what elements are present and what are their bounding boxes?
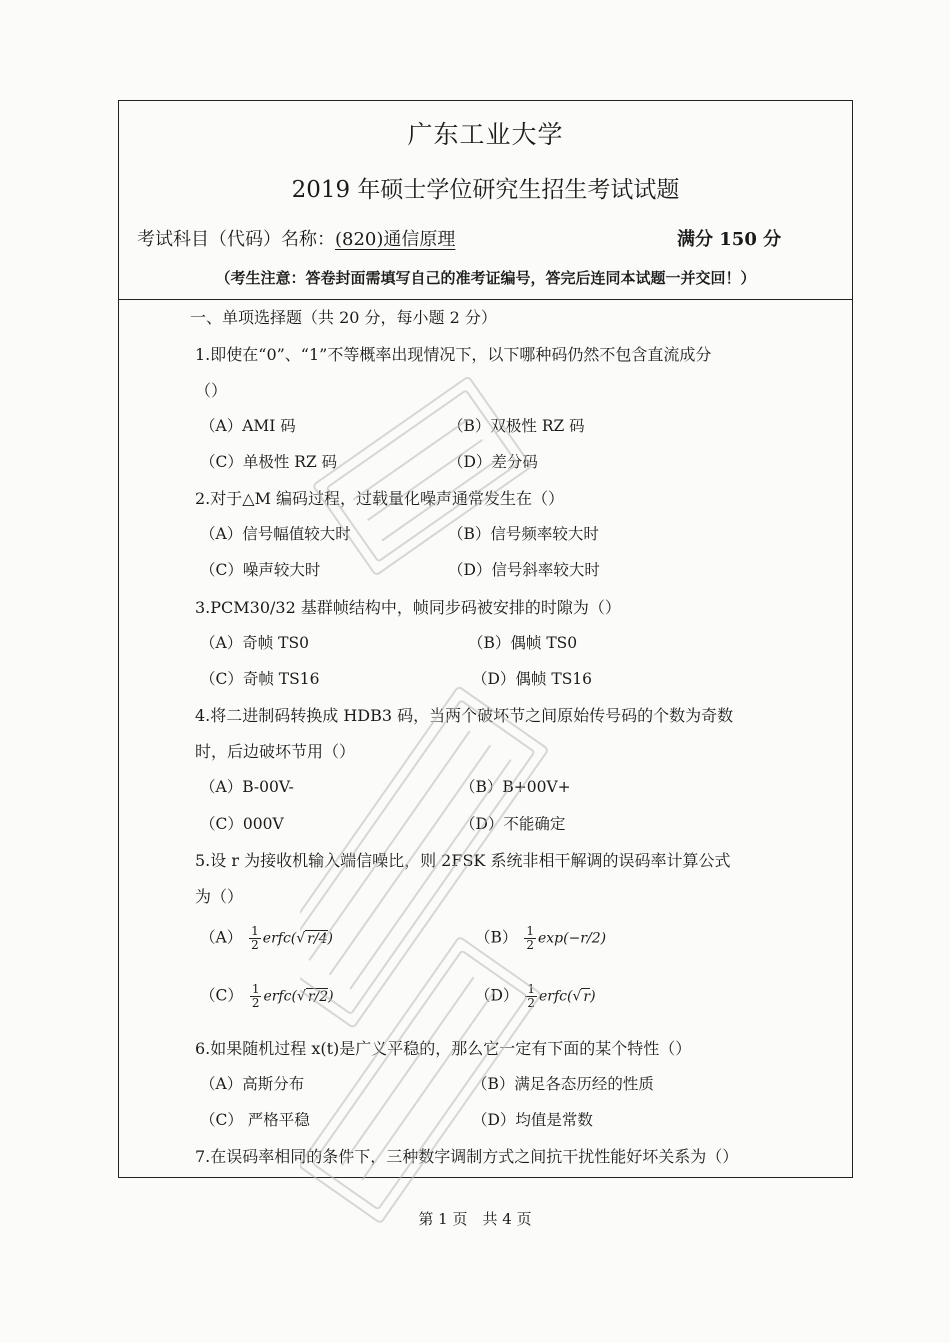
exam-title: 2019 年硕士学位研究生招生考试试题 bbox=[291, 177, 680, 203]
question-4-option-d: （D）不能确定 bbox=[460, 815, 566, 833]
one-half-fraction: $\frac{1}{2}$ bbox=[251, 982, 260, 1010]
question-4-text: 4.将二进制码转换成 HDB3 码，当两个破坏节之间原始传号码的个数为奇数 bbox=[195, 706, 734, 725]
option-b-label: （B） bbox=[475, 928, 518, 947]
question-7-text: 7.在误码率相同的条件下，三种数字调制方式之间抗干扰性能好坏关系为（） bbox=[195, 1147, 739, 1166]
question-6-option-b: （B）满足各态历经的性质 bbox=[472, 1075, 654, 1093]
subject-label: 考试科目（代码）名称： bbox=[137, 229, 335, 250]
erfc-formula: erfc(√ r/2) bbox=[263, 988, 334, 1005]
section-heading: 一、单项选择题（共 20 分，每小题 2 分） bbox=[190, 308, 497, 327]
question-4-option-a: （A）B-00V- bbox=[200, 778, 294, 796]
option-c-label: （C） bbox=[200, 986, 243, 1005]
exp-formula: exp(−r/2) bbox=[537, 930, 607, 947]
question-5-option-a bbox=[200, 925, 333, 952]
question-1-text: 1.即使在“0”、“1”不等概率出现情况下，以下哪种码仍然不包含直流成分 bbox=[195, 345, 712, 364]
question-2-option-c: （C）噪声较大时 bbox=[200, 561, 321, 579]
question-3-text: 3.PCM30/32 基群帧结构中，帧同步码被安排的时隙为（） bbox=[195, 598, 621, 617]
question-5-option-b bbox=[475, 925, 606, 952]
option-a-label: （A） bbox=[200, 928, 243, 947]
question-1-option-a: （A）AMI 码 bbox=[200, 417, 296, 435]
question-2-option-d: （D）信号斜率较大时 bbox=[448, 561, 600, 579]
question-3-option-c: （C）奇帧 TS16 bbox=[200, 670, 320, 688]
question-6-text: 6.如果随机过程 x(t)是广义平稳的，那么它一定有下面的某个特性（） bbox=[195, 1039, 692, 1058]
question-2-option-b: （B）信号频率较大时 bbox=[448, 525, 599, 543]
question-3-option-a: （A）奇帧 TS0 bbox=[200, 634, 309, 652]
question-1-option-d: （D）差分码 bbox=[448, 453, 538, 471]
question-5-option-d bbox=[475, 983, 596, 1010]
question-6-option-c: （C） 严格平稳 bbox=[200, 1111, 310, 1129]
question-1-option-b: （B）双极性 RZ 码 bbox=[448, 417, 585, 435]
erfc-formula: erfc(√ r) bbox=[539, 988, 596, 1005]
question-1-blank: （） bbox=[195, 381, 228, 400]
question-1-option-c: （C）单极性 RZ 码 bbox=[200, 453, 338, 471]
question-3-option-d: （D）偶帧 TS16 bbox=[472, 670, 593, 688]
full-score: 满分 150 分 bbox=[677, 229, 782, 250]
header-divider bbox=[119, 299, 852, 300]
question-5-text: 5.设 r 为接收机输入端信噪比，则 2FSK 系统非相干解调的误码率计算公式 bbox=[195, 851, 731, 870]
candidate-notice: （考生注意：答卷封面需填写自己的准考证编号，答完后连同本试题一并交回！） bbox=[215, 269, 756, 287]
erfc-formula: erfc(√ r/4) bbox=[262, 930, 333, 947]
question-5-text-cont: 为（） bbox=[195, 887, 244, 906]
question-6-option-a: （A）高斯分布 bbox=[200, 1075, 305, 1093]
subject-line bbox=[137, 225, 455, 251]
school-name: 广东工业大学 bbox=[407, 120, 564, 149]
question-4-text-cont: 时，后边破坏节用（） bbox=[195, 742, 356, 761]
question-2-text: 2.对于△M 编码过程，过载量化噪声通常发生在（） bbox=[195, 489, 565, 508]
question-2-option-a: （A）信号幅值较大时 bbox=[200, 525, 351, 543]
question-6-option-d: （D）均值是常数 bbox=[472, 1111, 593, 1129]
option-d-label: （D） bbox=[475, 986, 519, 1005]
one-half-fraction: $\frac{1}{2}$ bbox=[251, 924, 259, 952]
one-half-fraction: $\frac{1}{2}$ bbox=[526, 924, 534, 952]
question-5-option-c bbox=[200, 983, 334, 1010]
subject-name: (820)通信原理 bbox=[335, 229, 456, 250]
question-4-option-b: （B）B+00V+ bbox=[460, 778, 571, 796]
question-3-option-b: （B）偶帧 TS0 bbox=[468, 634, 578, 652]
one-half-fraction: $\frac{1}{2}$ bbox=[527, 982, 536, 1010]
question-4-option-c: （C）000V bbox=[200, 815, 284, 833]
page-number: 第 1 页 共 4 页 bbox=[418, 1210, 532, 1228]
